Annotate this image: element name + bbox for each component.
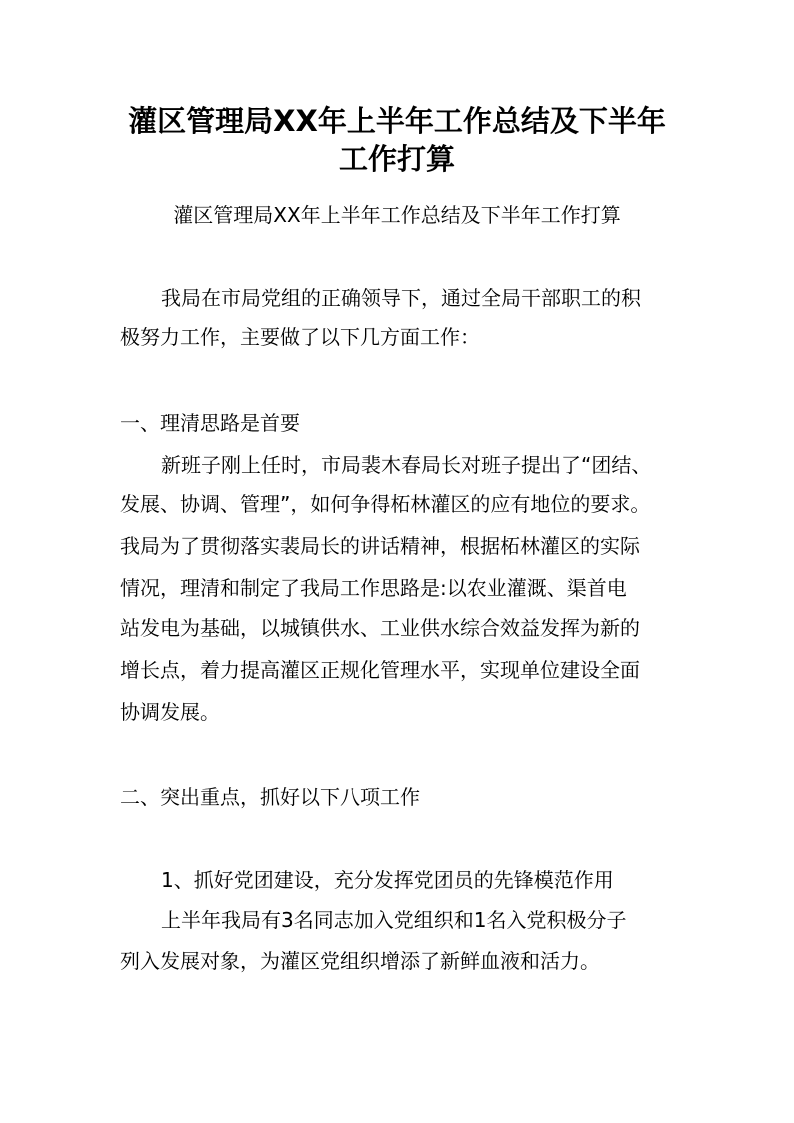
section-1-paragraph-line: 情况，理清和制定了我局工作思路是:以农业灌溉、渠首电 xyxy=(120,576,627,600)
section-1-paragraph-line: 协调发展。 xyxy=(120,700,220,724)
section-1-paragraph-line: 我局为了贯彻落实裴局长的讲话精神，根据柘林灌区的实际 xyxy=(120,534,640,558)
document-subtitle: 灌区管理局XX年上半年工作总结及下半年工作打算 xyxy=(173,203,621,227)
section-1-paragraph-line: 增长点，着力提高灌区正规化管理水平，实现单位建设全面 xyxy=(120,658,640,682)
section-1-paragraph-line: 发展、协调、管理”，如何争得柘林灌区的应有地位的要求。 xyxy=(120,492,651,516)
document-title-line-2: 工作打算 xyxy=(338,142,455,176)
section-1-paragraph-line: 新班子刚上任时，市局裴木春局长对班子提出了“团结、 xyxy=(161,453,652,477)
item-1-paragraph-line: 上半年我局有3名同志加入党组织和1名入党积极分子 xyxy=(161,908,627,932)
section-2-heading: 二、突出重点，抓好以下八项工作 xyxy=(120,785,420,809)
intro-paragraph-line: 我局在市局党组的正确领导下，通过全局干部职工的积 xyxy=(161,286,641,310)
section-1-paragraph-line: 站发电为基础，以城镇供水、工业供水综合效益发挥为新的 xyxy=(120,616,640,640)
intro-paragraph-line: 极努力工作，主要做了以下几方面工作： xyxy=(120,325,480,349)
document-title-line-1: 灌区管理局XX年上半年工作总结及下半年 xyxy=(128,104,666,138)
item-1-heading: 1、抓好党团建设，充分发挥党团员的先锋模范作用 xyxy=(161,868,614,892)
section-1-heading: 一、理清思路是首要 xyxy=(120,411,300,435)
item-1-paragraph-line: 列入发展对象，为灌区党组织增添了新鲜血液和活力。 xyxy=(120,949,600,973)
